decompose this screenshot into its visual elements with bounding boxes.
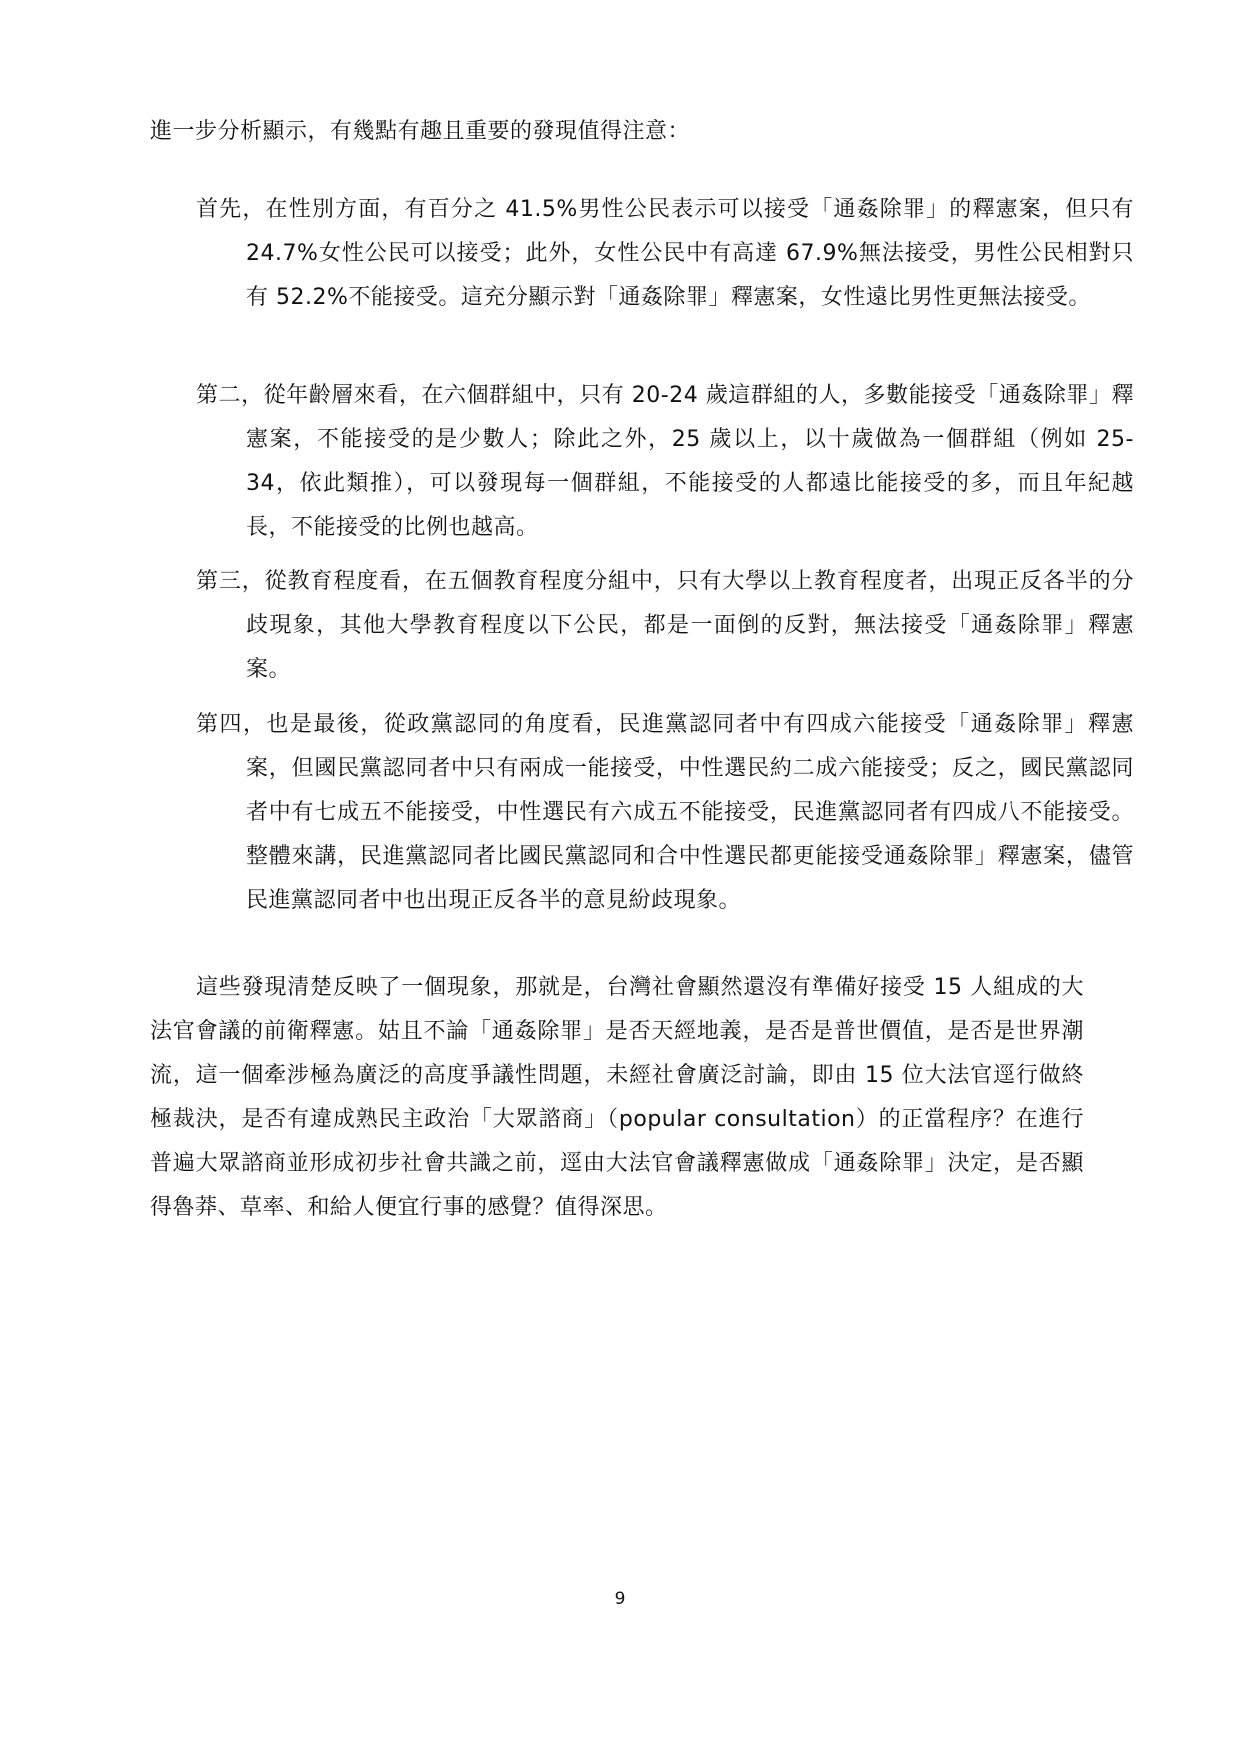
finding-party: 第四，也是最後，從政黨認同的角度看，民進黨認同者中有四成六能接受「通姦除罪」釋憲案，但國民黨認同者中只有兩成一能接受，中性選民約二成六能接受；反之，國民黨認同者中有七成五不能接受，中性選民有六成五不能接受，民進黨認同者有四成八不能接受。整體來講，民進黨認同者比國民黨認同和合中性選民都更能接受通姦除罪」釋憲案，儘管民進黨認同者中也出現正反各半的意見紛歧現象。 — [196, 712, 1134, 913]
finding-gender: 首先，在性別方面，有百分之 41.5%男性公民表示可以接受「通姦除罪」的釋憲案，但只有 24.7%女性公民可以接受；此外，女性公民中有高達 67.9%無法接受，男性公民相對只有 52.2%不能接受。這充分顯示對「通姦除罪」釋憲案，女性遠比男性更無法接受。 — [196, 197, 1134, 310]
conclusion-paragraph: 這些發現清楚反映了一個現象，那就是，台灣社會顯然還沒有準備好接受 15 人組成的大法官會議的前衛釋憲。姑且不論「通姦除罪」是否天經地義，是否是普世價值，是否是世界潮流，這一個牽涉極為廣泛的高度爭議性問題，未經社會廣泛討論，即由 15 位大法官逕行做終極裁決，是否有違成熟民主政治「大眾諮商」（popular consultation）的正當程序？在進行普遍大眾諮商並形成初步社會共識之前，逕由大法官會議釋憲做成「通姦除罪」決定，是否顯得魯莽、草率、和給人便宜行事的感覺？值得深思。 — [150, 975, 1084, 1220]
finding-age: 第二，從年齡層來看，在六個群組中，只有 20-24 歲這群組的人，多數能接受「通姦除罪」釋憲案，不能接受的是少數人；除此之外，25 歲以上，以十歲做為一個群組（例如 25-34，依此類推），可以發現每一個群組，不能接受的人都遠比能接受的多，而且年紀越長，不能接受的比例也越高。 — [196, 383, 1134, 540]
intro-paragraph: 進一步分析顯示，有幾點有趣且重要的發現值得注意： — [150, 119, 691, 144]
page-number: 9 — [614, 1589, 626, 1609]
finding-education: 第三，從教育程度看，在五個教育程度分組中，只有大學以上教育程度者，出現正反各半的分歧現象，其他大學教育程度以下公民，都是一面倒的反對，無法接受「通姦除罪」釋憲案。 — [196, 569, 1134, 682]
